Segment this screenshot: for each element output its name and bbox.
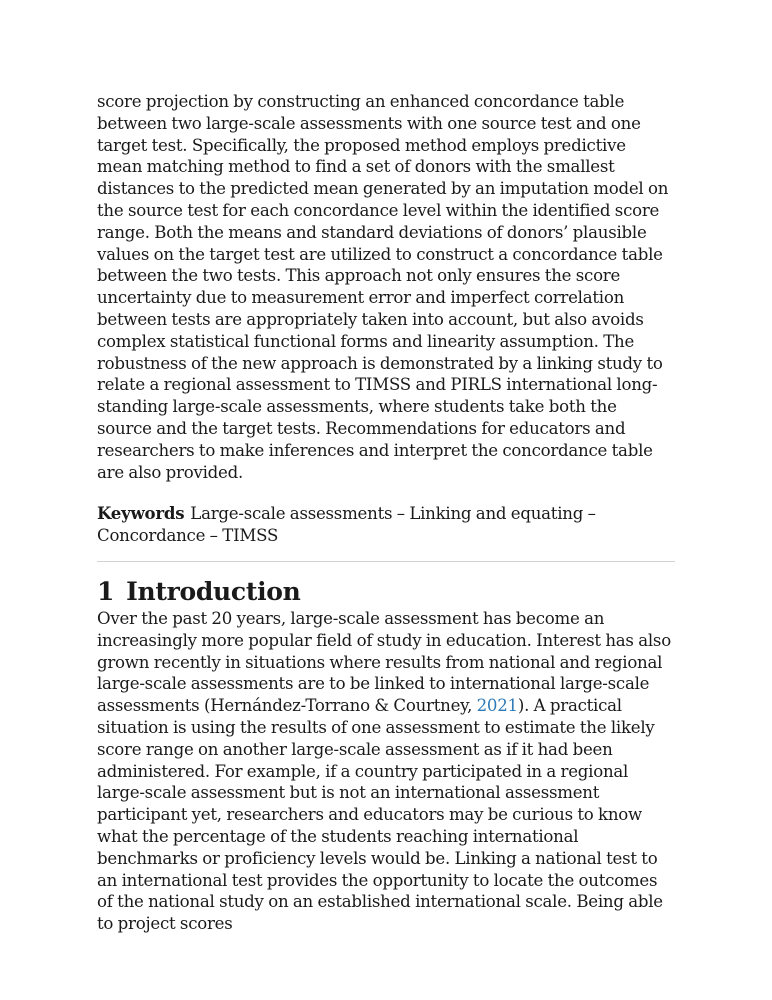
keywords-text: Large-scale assessments – Linking and equating – Concordance – TIMSS xyxy=(97,504,596,546)
section-title: Introduction xyxy=(126,576,301,606)
paper-page xyxy=(97,91,675,935)
intro-text-part-1: Over the past 20 years, large-scale assessment has become an increasingly more popular field of study in education. Interest has also grown recently in situations where results from national and regional large-scale assessments are to be linked to international large-scale assessments (Hernández-Torrano & Courtney, xyxy=(97,608,671,716)
introduction-paragraph xyxy=(97,608,675,935)
abstract-paragraph: score projection by constructing an enhanced concordance table between two large-scale assessments with one source test and one target test. Specifically, the proposed method employs predictive mean matching method to find a set of donors with the smallest distances to the predicted mean generated by an imputation model on the source test for each concordance level within the identified score range. Both the means and standard deviations of donors’ plausible values on the target test are utilized to construct a concordance table between the two tests. This approach not only ensures the score uncertainty due to measurement error and imperfect correlation between tests are appropriately taken into account, but also avoids complex statistical functional forms and linearity assumption. The robustness of the new approach is demonstrated by a linking study to relate a regional assessment to TIMSS and PIRLS international long-standing large-scale assessments, where students take both the source and the target tests. Recommendations for educators and researchers to make inferences and interpret the concordance table are also provided. xyxy=(97,92,669,482)
keywords-label: Keywords xyxy=(97,503,185,524)
citation-link[interactable]: 2021 xyxy=(476,696,518,716)
section-number: 1 xyxy=(97,576,115,606)
intro-text-part-2: ). A practical situation is using the results of one assessment to estimate the likely score range on another large-scale assessment as if it had been administered. For example, if a country participated in a regional large-scale assessment but is not an international assessment participant yet, researchers and educators may be curious to know what the percentage of the students reaching international benchmarks or proficiency levels would be. Linking a national test to an international test provides the opportunity to locate the outcomes of the national study on an established international scale. Being able to project scores xyxy=(97,696,663,934)
keywords-line xyxy=(97,503,675,547)
section-heading xyxy=(97,576,675,608)
section-divider xyxy=(97,561,675,562)
